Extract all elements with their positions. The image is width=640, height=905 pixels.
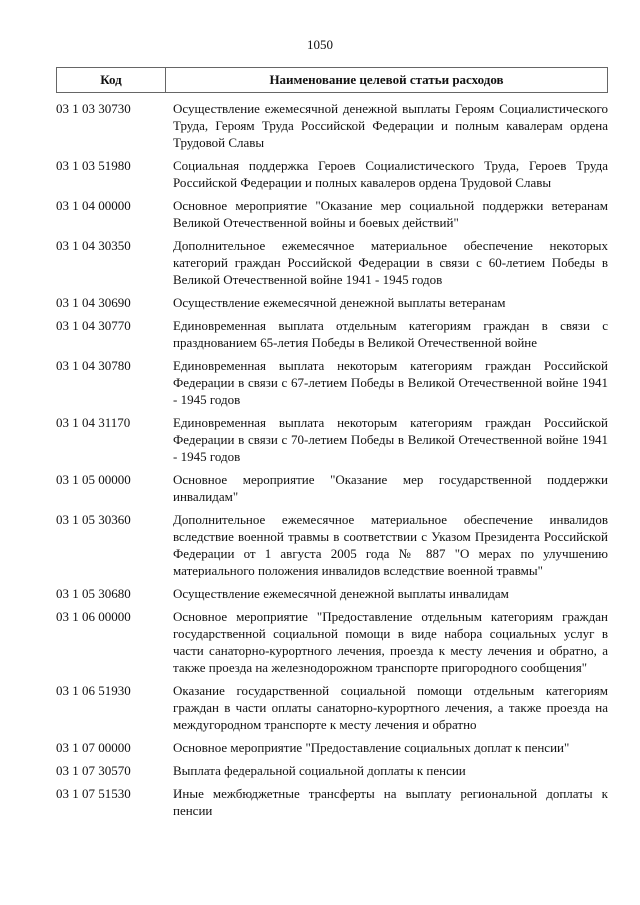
row-name: Дополнительное ежемесячное материальное обеспечение инвалидов вследствие военной травмы в соответствии с Указом Президента Российской Федерации от 1 августа 2005 года № 887 "О мерах по улучшению материального положения инвалидов вследствие военной травмы" [173,512,608,578]
row-name: Единовременная выплата некоторым категориям граждан Российской Федерации в связи с 70-летием Победы в Великой Отечественной войне 1941 - 1945 годов [173,415,608,464]
row-name: Основное мероприятие "Оказание мер социальной поддержки ветеранам Великой Отечественной войны и боевых действий" [173,198,608,230]
table-row [56,682,608,733]
row-name: Социальная поддержка Героев Социалистического Труда, Героев Труда Российской Федерации и полных кавалеров ордена Трудовой Славы [173,158,608,190]
row-code: 03 1 06 00000 [56,609,131,624]
row-code: 03 1 04 30770 [56,318,131,333]
table-row [56,294,608,311]
row-code: 03 1 05 00000 [56,472,131,487]
row-name: Осуществление ежемесячной денежной выплаты ветеранам [173,295,506,310]
table-header-row [56,67,608,93]
table-row [56,471,608,505]
row-code: 03 1 04 31170 [56,415,131,430]
row-code: 03 1 04 30350 [56,238,131,253]
row-name: Основное мероприятие "Предоставление отдельным категориям граждан государственной социальной помощи в виде набора социальных услуг в части санаторно-курортного лечения, проезда к месту лечения и обратно, а также проезда на железнодорожном транспорте пригородного сообщения" [173,609,608,675]
row-code: 03 1 04 30690 [56,295,131,310]
row-name: Осуществление ежемесячной денежной выплаты инвалидам [173,586,509,601]
row-name: Выплата федеральной социальной доплаты к пенсии [173,763,466,778]
table-row [56,197,608,231]
row-name: Единовременная выплата отдельным категориям граждан в связи с празднованием 65-летия Победы в Великой Отечественной войне [173,318,608,350]
table-row [56,585,608,602]
row-name: Единовременная выплата некоторым категориям граждан Российской Федерации в связи с 67-летием Победы в Великой Отечественной войне 1941 - 1945 годов [173,358,608,407]
table-row [56,357,608,408]
table-row [56,511,608,579]
row-name: Иные межбюджетные трансферты на выплату региональной доплаты к пенсии [173,786,608,818]
table-row [56,100,608,151]
row-code: 03 1 06 51930 [56,683,131,698]
row-name: Оказание государственной социальной помощи отдельным категориям граждан в части оплаты санаторно-курортного лечения, а также проезда на междугородном транспорте к месту лечения и обратно [173,683,608,732]
column-header-code: Код [57,68,166,92]
row-code: 03 1 05 30680 [56,586,131,601]
row-name: Осуществление ежемесячной денежной выплаты Героям Социалистического Труда, Героям Труда Российской Федерации и полным кавалерам ордена Трудовой Славы [173,101,608,150]
table-row [56,785,608,819]
expense-items-table [56,67,608,825]
row-name: Основное мероприятие "Предоставление социальных доплат к пенсии" [173,740,570,755]
table-row [56,157,608,191]
table-body [56,100,608,819]
row-code: 03 1 03 51980 [56,158,131,173]
page-number: 1050 [307,37,333,52]
row-name: Дополнительное ежемесячное материальное обеспечение некоторых категорий граждан Российской Федерации в связи с 60-летием Победы в Великой Отечественной войне 1941 - 1945 годов [173,238,608,287]
row-code: 03 1 04 00000 [56,198,131,213]
row-code: 03 1 07 30570 [56,763,131,778]
row-code: 03 1 05 30360 [56,512,131,527]
table-row [56,317,608,351]
table-row [56,739,608,756]
row-code: 03 1 03 30730 [56,101,131,116]
table-row [56,762,608,779]
row-code: 03 1 07 51530 [56,786,131,801]
table-row [56,414,608,465]
row-code: 03 1 04 30780 [56,358,131,373]
row-name: Основное мероприятие "Оказание мер государственной поддержки инвалидам" [173,472,608,504]
table-row [56,237,608,288]
column-header-name: Наименование целевой статьи расходов [269,72,504,87]
table-row [56,608,608,676]
row-code: 03 1 07 00000 [56,740,131,755]
